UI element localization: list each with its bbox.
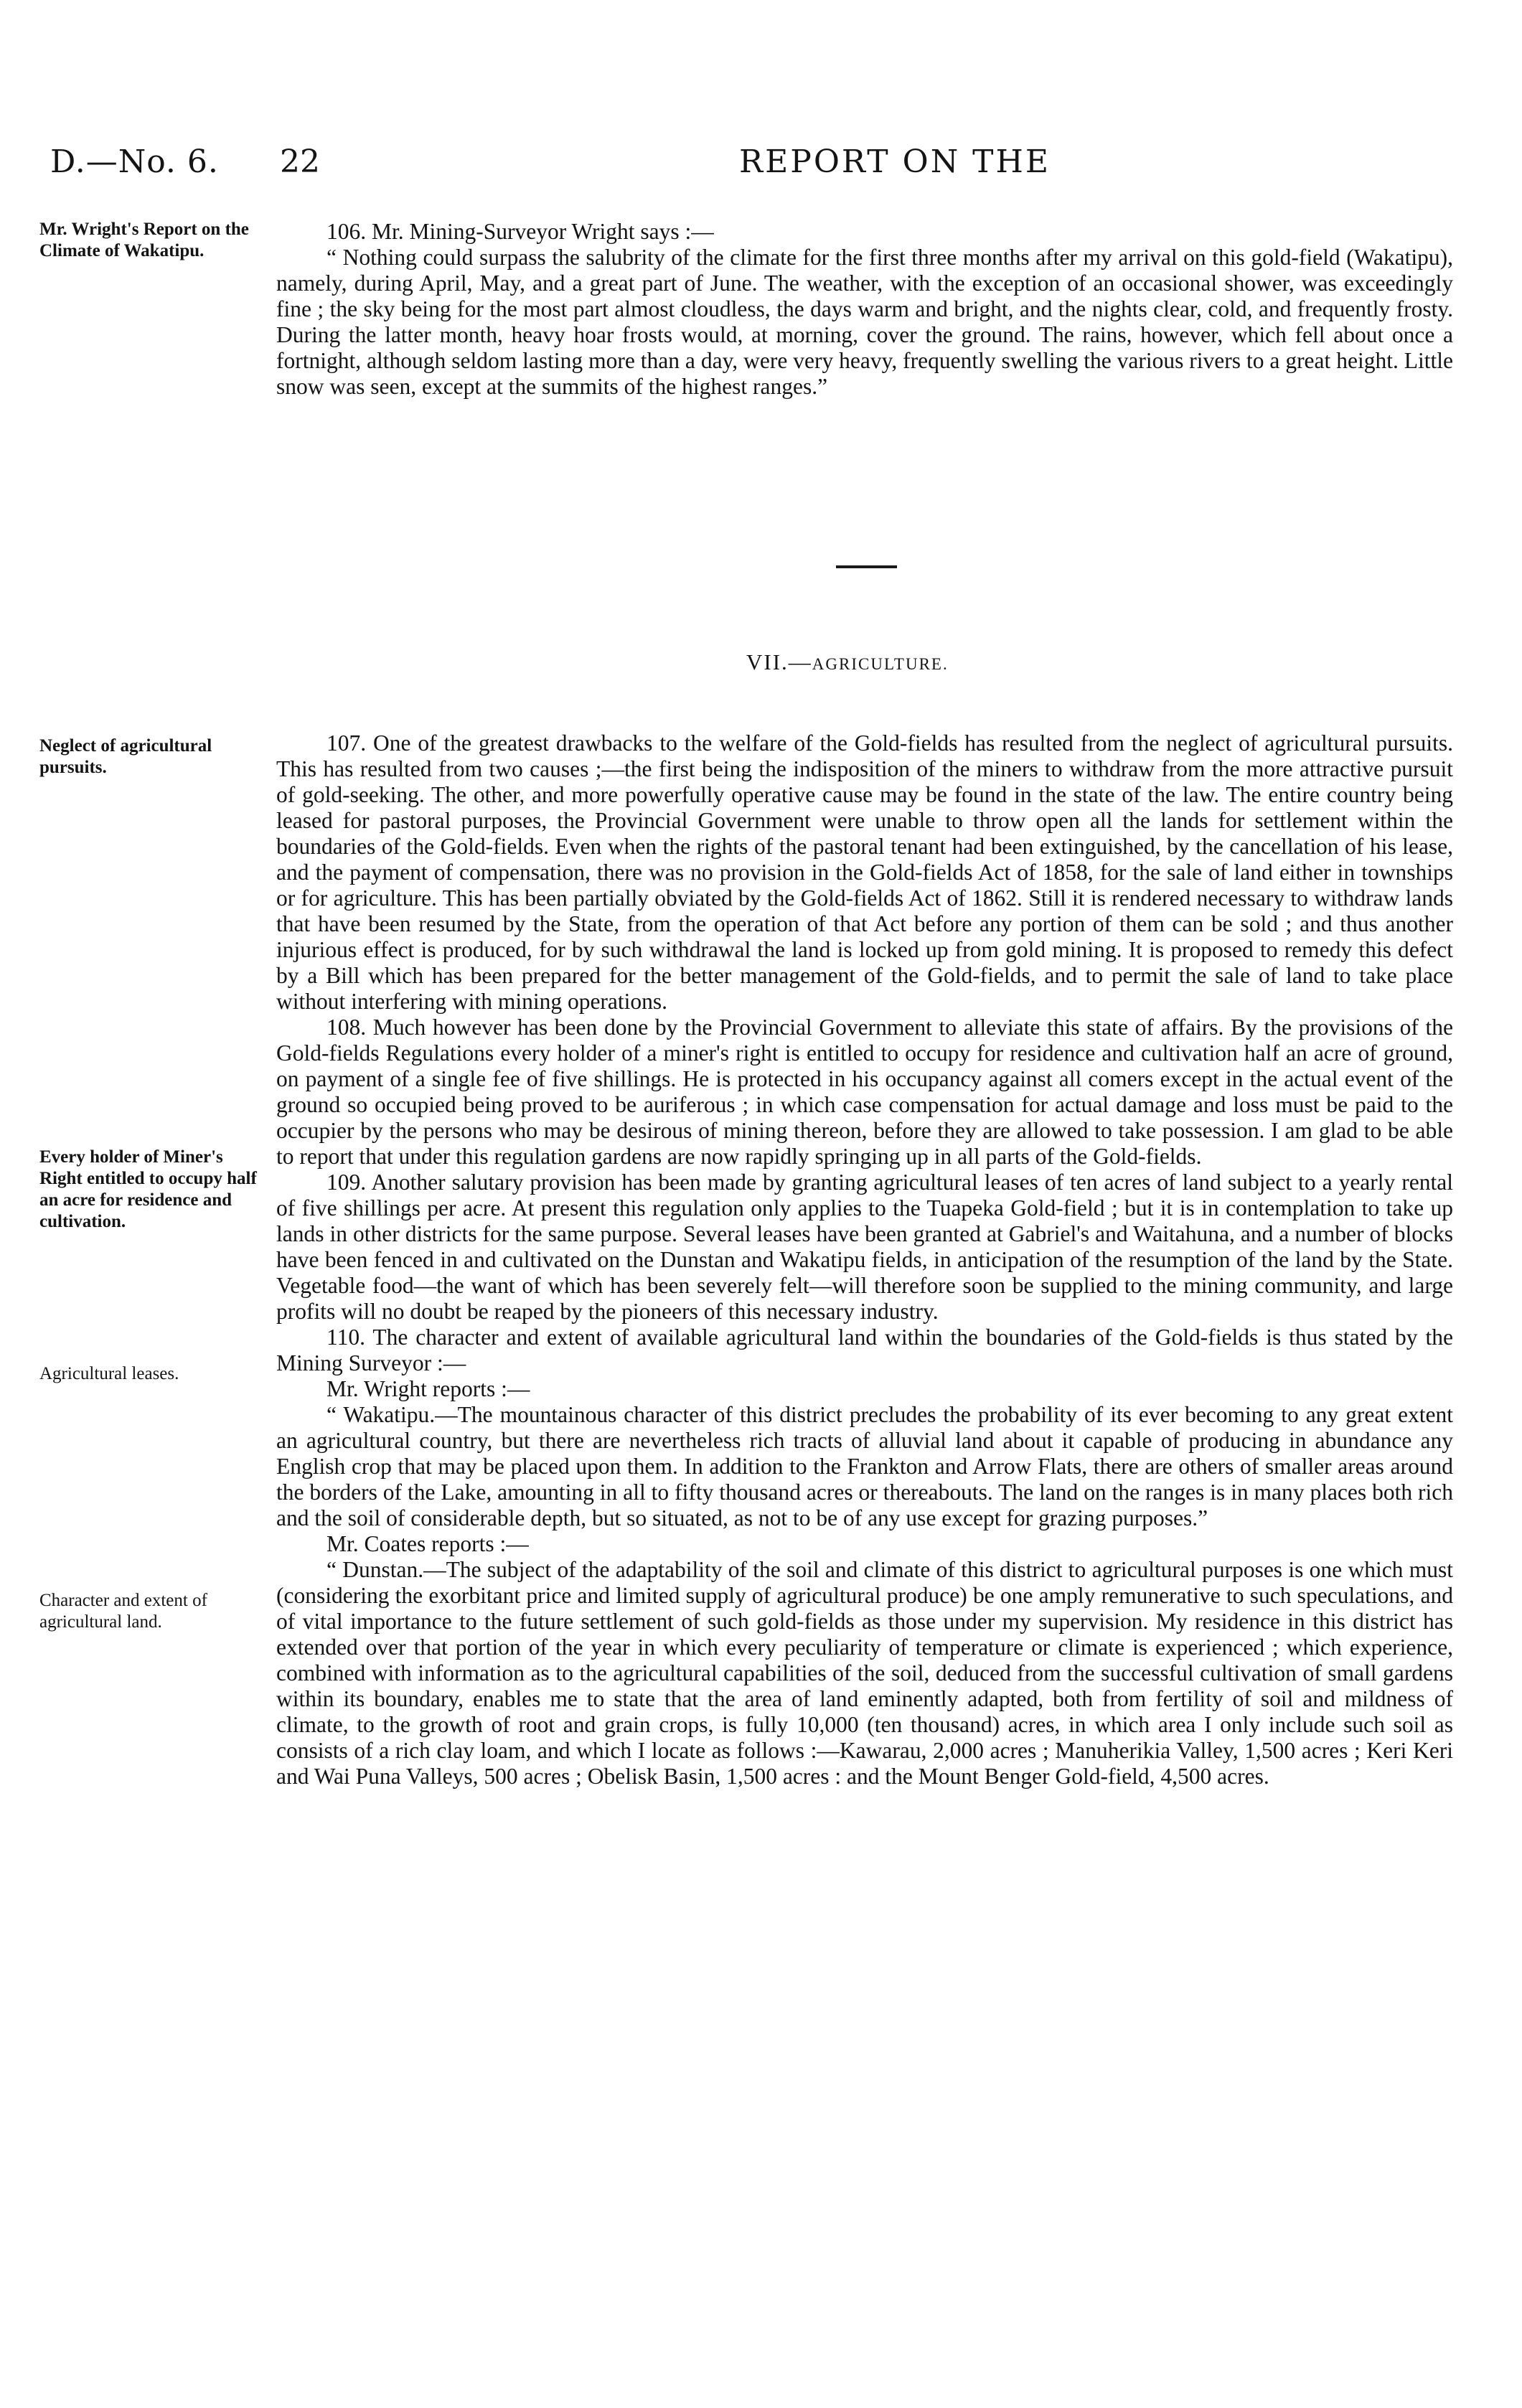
document-reference: D.—No. 6. xyxy=(50,144,219,180)
section-numeral: VII.— xyxy=(746,649,812,674)
wakatipu-quote: “ Wakatipu.—The mountainous character of this district precludes the probability of its ever becoming to any great extent an agricultural country, but there are nevertheless rich tracts of alluvial land about it capable of producing in abundance any English crop that may be placed upon them. In addition to the Frankton and Arrow Flats, there are others of smaller areas around the borders of the Lake, amounting in all to fifty thousand acres or thereabouts. The land on the ranges is in many places both rich and the soil of considerable depth, but so situated, as not to be of any use except for grazing purposes.” xyxy=(276,1402,1453,1530)
wright-reports-line: Mr. Wright reports :— xyxy=(327,1376,530,1401)
paragraph-106 xyxy=(276,219,1453,400)
section-name: AGRICULTURE. xyxy=(812,655,949,673)
margin-note-leases: Agricultural leases. xyxy=(39,1364,179,1383)
section-body xyxy=(276,730,1453,1789)
margin-note-character: Character and extent of agricultural land. xyxy=(39,1591,207,1632)
paragraph-106-quote: “ Nothing could surpass the salubrity of the climate for the first three months after my arrival on this gold-field (Wakatipu), namely, during April, May, and a great part of June. The weather, with the exception of an occasional shower, was exceedingly fine ; the sky being for the most part almost cloudless, the days warm and bright, and the nights clear, cold, and frequently frosty. During the latter month, heavy hoar frosts would, at morning, cover the ground. The rains, however, which fell about once a fortnight, although seldom lasting more than a day, were very heavy, frequently swelling the various rivers to a great height. Little snow was seen, except at the summits of the highest ranges.” xyxy=(276,245,1453,399)
page-number: 22 xyxy=(280,144,320,180)
paragraph-110: 110. The character and extent of available agricultural land within the boundaries of the Gold-fields is thus stated by the Mining Surveyor :— xyxy=(276,1325,1453,1375)
dunstan-quote: “ Dunstan.—The subject of the adaptability of the soil and climate of this district to agricultural purposes is one which must (considering the exorbitant price and limited supply of agricultural produce) be one amply remunerative to such speculations, and of vital importance to the future settlement of such gold-fields as those under my supervision. My residence in this district has extended over that portion of the year in which every peculiarity of temperature or climate is experienced ; which experience, combined with information as to the agricultural capabilities of the soil, deduced from the successful cultivation of small gardens within its boundary, enables me to state that the area of land eminently adapted, both from fertility of soil and mildness of climate, to the growth of root and grain crops, is fully 10,000 (ten thousand) acres, in which area I only include such soil as consists of a rich clay loam, and which I locate as follows :—Kawarau, 2,000 acres ; Manuherikia Valley, 1,500 acres ; Keri Keri and Wai Puna Valleys, 500 acres ; Obelisk Basin, 1,500 acres : and the Mount Benger Gold-field, 4,500 acres. xyxy=(276,1557,1453,1789)
paragraph-108: 108. Much however has been done by the Provincial Government to alleviate this state of affairs. By the provisions of the Gold-fields Regulations every holder of a miner's right is entitled to occupy for residence and cultivation half an acre of ground, on payment of a single fee of five shillings. He is protected in his occupancy against all comers except in the actual event of the ground so occupied being proved to be auriferous ; in which case compensation for actual damage and loss must be paid to the occupier by the persons who may be desirous of mining thereon, before they are allowed to take possession. I am glad to be able to report that under this regulation gardens are now rapidly springing up in all parts of the Gold-fields. xyxy=(276,1015,1453,1169)
section-heading xyxy=(746,649,949,675)
paragraph-106-intro: 106. Mr. Mining-Surveyor Wright says :— xyxy=(327,219,714,244)
paragraph-109: 109. Another salutary provision has been made by granting agricultural leases of ten acres of land subject to a yearly rental of five shillings per acre. At present this regulation only applies to the Tuapeka Gold-field ; but it is in contemplation to take up lands in other districts for the same purpose. Several leases have been granted at Gabriel's and Waitahuna, and a number of blocks have been fenced in and cultivated on the Dunstan and Wakatipu fields, in anticipation of the resumption of the land by the State. Vegetable food—the want of which has been severely felt—will therefore soon be supplied to the mining community, and large profits will no doubt be reaped by the pioneers of this necessary industry. xyxy=(276,1170,1453,1324)
margin-note-wright-report: Mr. Wright's Report on the Climate of Wakatipu. xyxy=(39,220,249,260)
running-title: REPORT ON THE xyxy=(739,144,1051,180)
margin-note-neglect: Neglect of agricultural pursuits. xyxy=(39,736,212,777)
page-header xyxy=(50,144,1457,194)
margin-note-every-holder: Every holder of Miner's Right entitled to occupy half an acre for residence and cultivation. xyxy=(39,1147,257,1231)
coates-reports-line: Mr. Coates reports :— xyxy=(327,1531,529,1556)
section-divider xyxy=(836,565,897,568)
paragraph-107: 107. One of the greatest drawbacks to the welfare of the Gold-fields has resulted from the neglect of agricultural pursuits. This has resulted from two causes ;—the first being the indisposition of the miners to withdraw from the more attractive pursuit of gold-seeking. The other, and more powerfully operative cause may be found in the state of the law. The entire country being leased for pastoral purposes, the Provincial Government were unable to throw open all the lands for settlement within the boundaries of the Gold-fields. Even when the rights of the pastoral tenant had been extinguished, by the cancellation of his lease, and the payment of compensation, there was no provision in the Gold-fields Act of 1858, for the sale of land either in townships or for agriculture. This has been partially obviated by the Gold-fields Act of 1862. Still it is rendered necessary to withdraw lands that have been resumed by the State, from the operation of that Act before any portion of them can be sold ; and thus another injurious effect is produced, for by such withdrawal the land is locked up from gold mining. It is proposed to remedy this defect by a Bill which has been prepared for the better management of the Gold-fields, and to permit the sale of land to take place without interfering with mining operations. xyxy=(276,730,1453,1014)
